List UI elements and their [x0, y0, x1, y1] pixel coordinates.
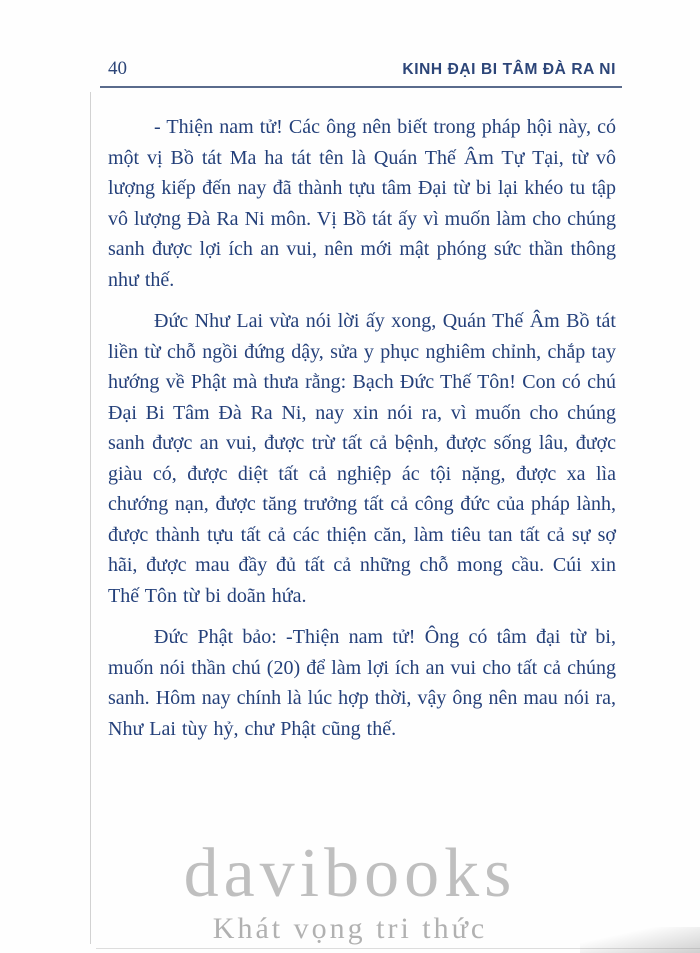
paragraph-2: Đức Như Lai vừa nói lời ấy xong, Quán Thế Âm Bồ tát liền từ chỗ ngồi đứng dậy, sửa y phục nghiêm chỉnh, chắp tay hướng về Phật mà thưa rằng: Bạch Đức Thế Tôn! Con có chú Đại Bi Tâm Đà Ra Ni, nay xin nói ra, vì muốn cho chúng sanh được an vui, được trừ tất cả bệnh, được sống lâu, được giàu có, được diệt tất cả nghiệp ác tội nặng, được xa lìa chướng nạn, được tăng trưởng tất cả công đức của pháp lành, được thành tựu tất cả các thiện căn, làm tiêu tan tất cả sự sợ hãi, được mau đầy đủ tất cả những chỗ mong cầu. Cúi xin Thế Tôn từ bi doãn hứa.: [108, 310, 616, 607]
page-body: [108, 112, 616, 755]
watermark: [0, 835, 700, 946]
scan-edge-artifact-left: [90, 92, 91, 944]
page-number: 40: [108, 58, 127, 79]
watermark-tagline: Khát vọng tri thức: [212, 912, 488, 945]
paragraph-3: Đức Phật bảo: -Thiện nam tử! Ông có tâm đại từ bi, muốn nói thần chú (20) để làm lợi ích an vui cho tất cả chúng sanh. Hôm nay chính là lúc hợp thời, vậy ông nên mau nói ra, Như Lai tùy hỷ, chư Phật cũng thế.: [108, 626, 616, 740]
page-header: [108, 58, 616, 80]
header-rule: [100, 86, 622, 88]
paragraph-1: - Thiện nam tử! Các ông nên biết trong pháp hội này, có một vị Bồ tát Ma ha tát tên là Quán Thế Âm Tự Tại, từ vô lượng kiếp đến nay đã thành tựu tâm Đại từ bi lại khéo tu tập vô lượng Đà Ra Ni môn. Vị Bồ tát ấy vì muốn làm cho chúng sanh được lợi ích an vui, nên mới mật phóng sức thần thông như thế.: [108, 116, 616, 291]
running-title: KINH ĐẠI BI TÂM ĐÀ RA NI: [402, 61, 616, 78]
watermark-brand: davibooks: [183, 835, 517, 912]
